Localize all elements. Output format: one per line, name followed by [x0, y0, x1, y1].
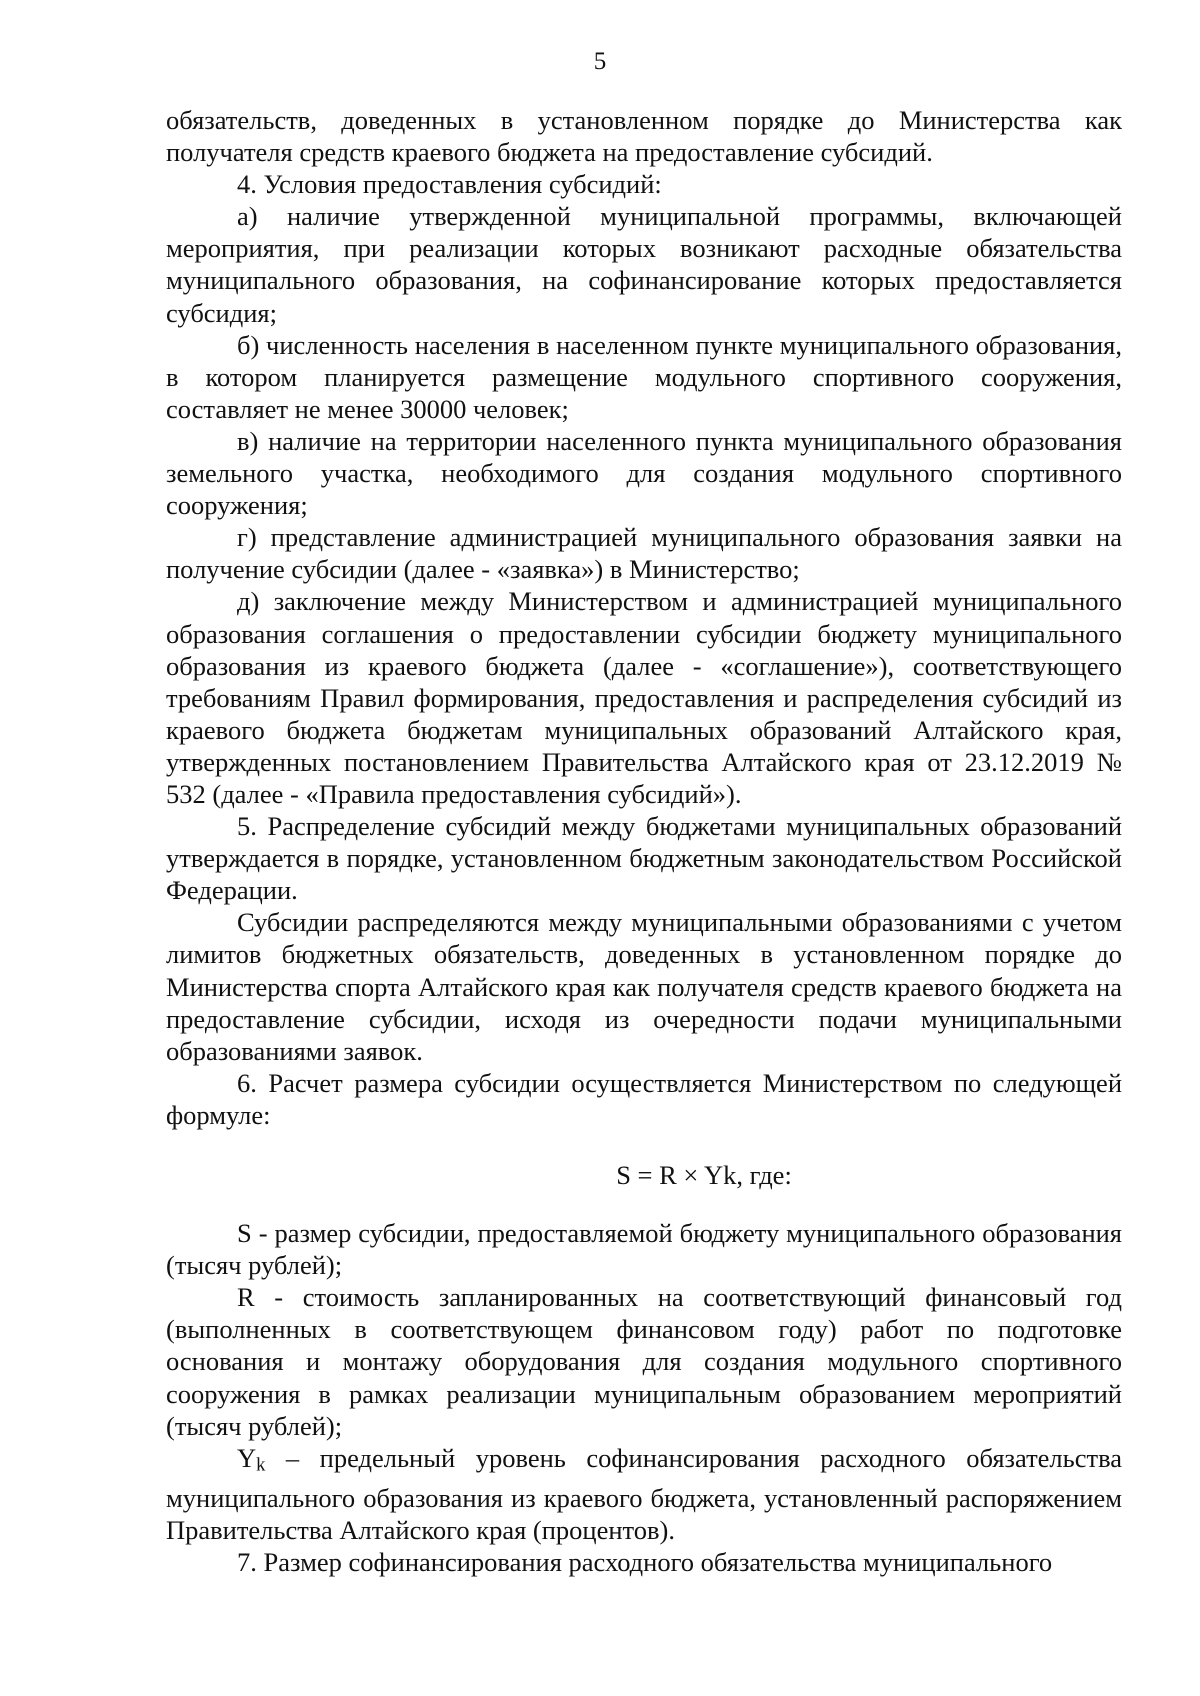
section-6-paragraph: 6. Расчет размера субсидии осуществляется Министерством по следующей формуле: [166, 1067, 1122, 1130]
definition-s [166, 1217, 1122, 1281]
condition-g: г) представление администрацией муниципального образования заявки на получение субсидии (далее - «заявка») в Министерство; [166, 522, 1122, 585]
definition-symbol: R [237, 1282, 255, 1313]
section-5-paragraph: 5. Распределение субсидий между бюджетами муниципальных образований утверждается в порядке, установленном бюджетным законодательством Российской Федерации. [166, 811, 1122, 906]
definition-text: - размер субсидии, предоставляемой бюджету муниципального образования (тысяч рублей); [166, 1218, 1122, 1281]
condition-d: д) заключение между Министерством и администрацией муниципального образования соглашения о предоставлении субсидии бюджету муниципального образования из краевого бюджета (далее - «соглашение»), соответствующего требованиям Правил формирования, предоставления и распределения субсидий из краевого бюджета бюджетам муниципальных образований Алтайского края, утвержденных постановлением Правительства Алтайского края от 23.12.2019 № 532 (далее - «Правила предоставления субсидий»). [166, 586, 1122, 809]
definition-r [166, 1281, 1122, 1441]
formula: S = R × Yk, где: [616, 1160, 792, 1190]
condition-v: в) наличие на территории населенного пункта муниципального образования земельного участка, необходимого для создания модульного спортивного сооружения; [166, 425, 1122, 521]
section-4-heading: 4. Условия предоставления субсидий: [237, 169, 662, 200]
section-7-paragraph: 7. Размер софинансирования расходного обязательства муниципального [237, 1546, 1053, 1577]
definition-subscript: k [256, 1454, 266, 1476]
definition-yk [166, 1442, 1122, 1546]
condition-a: а) наличие утвержденной муниципальной программы, включающей мероприятия, при реализации которых возникают расходные обязательства муниципального образования, на софинансирование которых предоставляется субсидия; [166, 201, 1122, 328]
paragraph: обязательств, доведенных в установленном порядке до Министерства как получателя средств краевого бюджета на предоставление субсидий. [166, 105, 1122, 168]
page-number: 5 [593, 48, 607, 75]
document-body [166, 104, 1122, 1578]
definition-text: – предельный уровень софинансирования расходного обязательства муниципального образования из краевого бюджета, установленный распоряжением Правительства Алтайского края (процентов). [166, 1442, 1122, 1545]
distribution-paragraph: Субсидии распределяются между муниципальными образованиями с учетом лимитов бюджетных обязательств, доведенных в установленном порядке до Министерства спорта Алтайского края как получателя средств краевого бюджета на предоставление субсидии, исходя из очередности подачи муниципальными образованиями заявок. [166, 907, 1122, 1066]
condition-b: б) численность населения в населенном пункте муниципального образования, в котором планируется размещение модульного спортивного сооружения, составляет не менее 30000 человек; [166, 329, 1122, 424]
definition-symbol: Y [237, 1442, 257, 1473]
definition-symbol: S [237, 1218, 252, 1249]
definition-text: - стоимость запланированных на соответствующий финансовый год (выполненных в соответствующем финансовом году) работ по подготовке основания и монтажу оборудования для создания модульного спортивного сооружения в рамках реализации муниципальным образованием мероприятий (тысяч рублей); [166, 1282, 1122, 1441]
